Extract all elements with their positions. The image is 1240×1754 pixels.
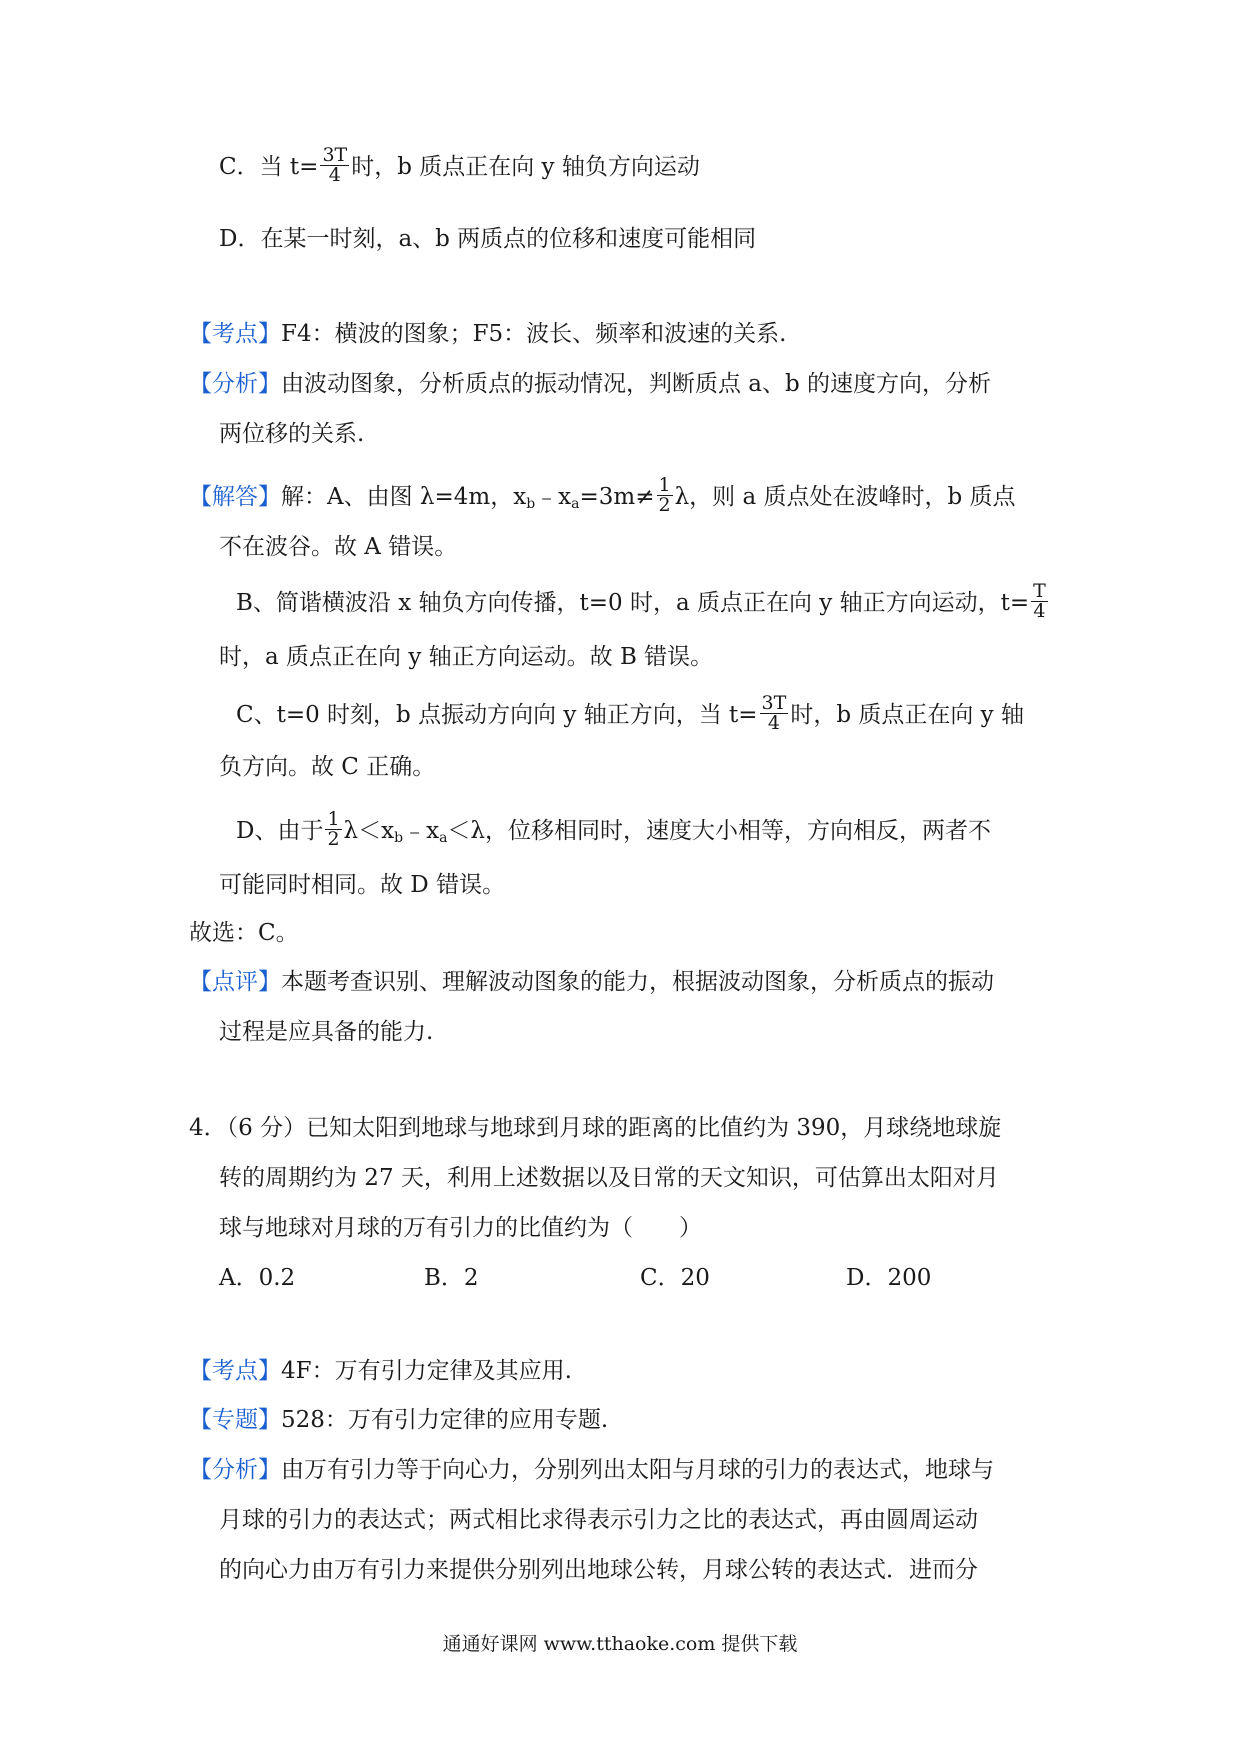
q4-option-b: B．2 — [424, 1265, 479, 1291]
zhuanti-tag: 【专题】 — [189, 1407, 281, 1433]
kaodian-tag: 【考点】 — [189, 321, 281, 347]
kaodian-tag: 【考点】 — [189, 1358, 281, 1384]
dianping-tag: 【点评】 — [189, 969, 281, 995]
jieda-a-rest: λ，则 a 质点处在波峰时，b 质点 — [674, 483, 1016, 510]
q3-jieda-b-line1 — [236, 580, 1050, 624]
subscript-a: a — [439, 829, 448, 846]
q4-option-a: A．0.2 — [219, 1265, 296, 1291]
q3-answer: 故选：C。 — [189, 920, 299, 946]
fraction-denominator: 4 — [767, 712, 780, 735]
jieda-d-minus: ﹣x — [403, 817, 440, 844]
jieda-b-text: B、简谐横波沿 x 轴负方向传播，t=0 时，a 质点正在向 y 轴正方向运动，t= — [236, 589, 1030, 616]
q4-zhuanti — [189, 1409, 608, 1432]
q4-stem-line1: 4．（6 分）已知太阳到地球与地球到月球的距离的比值约为 390，月球绕地球旋 — [189, 1115, 1002, 1141]
q3-jieda-d-line1 — [236, 808, 991, 852]
fraction-numerator: 3T — [761, 692, 787, 714]
q4-stem-line3: 球与地球对月球的万有引力的比值约为（ ） — [219, 1215, 702, 1241]
fraction-numerator: T — [1033, 580, 1046, 602]
q4-option-c: C．20 — [640, 1265, 710, 1291]
q4-option-d: D．200 — [846, 1265, 932, 1291]
fraction-denominator: 2 — [327, 828, 340, 851]
q3-jieda-c-line2: 负方向。故 C 正确。 — [219, 754, 436, 780]
page-footer: 通通好课网 www.tthaoke.com 提供下载 — [442, 1633, 798, 1655]
q3-jieda-b-line2: 时，a 质点正在向 y 轴正方向运动。故 B 错误。 — [219, 644, 714, 670]
fraction-1-over-2 — [657, 476, 673, 516]
jieda-d-text: D、由于 — [236, 817, 324, 844]
jieda-d-lt: λ＜x — [343, 817, 395, 844]
fraction-numerator: 1 — [327, 808, 340, 830]
subscript-b: b — [394, 829, 404, 846]
q3-fenxi-line2: 两位移的关系. — [219, 421, 365, 447]
q3-option-d: D．在某一时刻，a、b 两质点的位移和速度可能相同 — [219, 226, 757, 252]
jieda-a-neq: =3m≠ — [579, 483, 655, 510]
q3-dianping-line2: 过程是应具备的能力. — [219, 1019, 434, 1045]
jieda-a-text: 解：A、由图 λ=4m，x — [281, 483, 527, 510]
kaodian-text: 4F：万有引力定律及其应用. — [281, 1358, 572, 1384]
q3-dianping-line1 — [189, 971, 994, 994]
jieda-tag: 【解答】 — [189, 483, 281, 510]
zhuanti-text: 528：万有引力定律的应用专题. — [281, 1407, 609, 1433]
q4-fenxi-line1 — [189, 1459, 994, 1482]
fraction-denominator: 4 — [328, 164, 341, 187]
q3-jieda-d-line2: 可能同时相同。故 D 错误。 — [219, 872, 506, 898]
fraction-3t-over-4 — [760, 694, 789, 734]
fraction-t-over-4 — [1031, 582, 1048, 622]
q3-kaodian — [189, 323, 787, 346]
kaodian-text: F4：横波的图象；F5：波长、频率和波速的关系. — [281, 321, 787, 347]
subscript-b: b — [526, 495, 536, 512]
q4-fenxi-line2: 月球的引力的表达式；两式相比求得表示引力之比的表达式，再由圆周运动 — [219, 1507, 978, 1533]
q3-option-c-text: C．当 t= — [219, 153, 319, 180]
jieda-c-text: C、t=0 时刻，b 点振动方向向 y 轴正方向，当 t= — [236, 701, 758, 728]
jieda-a-minus: ﹣x — [535, 483, 572, 510]
q3-fenxi-line1 — [189, 373, 991, 396]
q4-fenxi-line3: 的向心力由万有引力来提供分别列出地球公转，月球公转的表达式．进而分 — [219, 1557, 978, 1583]
fraction-1-over-2 — [325, 810, 341, 850]
fenxi-text: 由万有引力等于向心力，分别列出太阳与月球的引力的表达式，地球与 — [281, 1457, 994, 1483]
q3-jieda-a-line2: 不在波谷。故 A 错误。 — [219, 534, 458, 560]
fraction-denominator: 2 — [658, 494, 671, 517]
q4-stem-line2: 转的周期约为 27 天，利用上述数据以及日常的天文知识，可估算出太阳对月 — [219, 1165, 999, 1191]
fraction-numerator: 1 — [658, 474, 671, 496]
q3-jieda-a-line1 — [189, 474, 1016, 518]
q3-option-c — [219, 144, 700, 188]
fenxi-tag: 【分析】 — [189, 371, 281, 397]
jieda-d-rest: ＜λ，位移相同时，速度大小相等，方向相反，两者不 — [447, 817, 991, 844]
subscript-a: a — [571, 495, 580, 512]
jieda-c-rest: 时，b 质点正在向 y 轴 — [790, 701, 1024, 728]
fenxi-tag: 【分析】 — [189, 1457, 281, 1483]
fraction-numerator: 3T — [322, 144, 348, 166]
dianping-text: 本题考查识别、理解波动图象的能力，根据波动图象，分析质点的振动 — [281, 969, 994, 995]
fenxi-text: 由波动图象，分析质点的振动情况，判断质点 a、b 的速度方向，分析 — [281, 371, 992, 397]
q3-option-c-rest: 时，b 质点正在向 y 轴负方向运动 — [351, 153, 700, 180]
q3-jieda-c-line1 — [236, 692, 1024, 736]
fraction-3t-over-4 — [320, 146, 349, 186]
fraction-denominator: 4 — [1033, 600, 1046, 623]
q4-kaodian — [189, 1360, 572, 1383]
